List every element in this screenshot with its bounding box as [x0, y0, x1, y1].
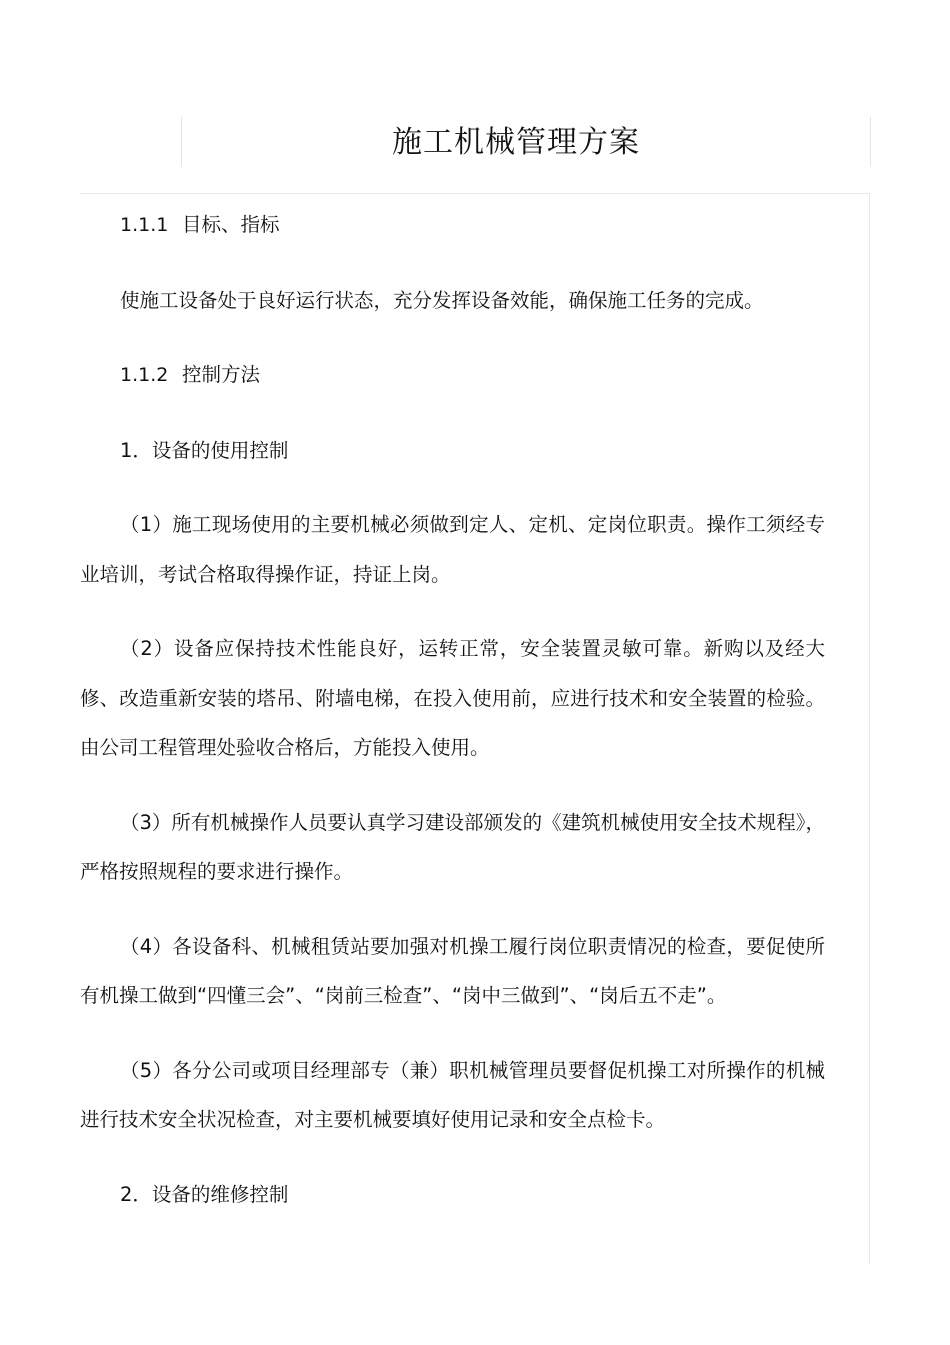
- section-number: 1.1.2: [120, 364, 169, 386]
- paragraph-item-2: （2）设备应保持技术性能良好，运转正常，安全装置灵敏可靠。新购以及经大修、改造重新安装的塔吊、附墙电梯，在投入使用前，应进行技术和安全装置的检验。由公司工程管理处验收合格后，方能投入使用。: [80, 637, 825, 759]
- paragraph-item-3: （3）所有机械操作人员要认真学习建设部颁发的《建筑机械使用安全技术规程》，严格按照规程的要求进行操作。: [80, 810, 825, 883]
- section-heading-1-1-1: [80, 200, 825, 251]
- document-body: [80, 200, 825, 1244]
- section-heading-1-1-2: [80, 350, 825, 401]
- paragraph-item-5: （5）各分公司或项目经理部专（兼）职机械管理员要督促机操工对所操作的机械进行技术安全状况检查，对主要机械要填好使用记录和安全点检卡。: [80, 1058, 825, 1131]
- document-title: 施工机械管理方案: [392, 125, 640, 160]
- subheading-maintenance-control: 2．设备的维修控制: [120, 1182, 289, 1206]
- section-number: 1.1.1: [120, 214, 169, 236]
- paragraph-item-4: （4）各设备科、机械租赁站要加强对机操工履行岗位职责情况的检查，要促使所有机操工做到“四懂三会”、“岗前三检查”、“岗中三做到”、“岗后五不走”。: [80, 934, 825, 1007]
- subheading-usage-control: 1．设备的使用控制: [120, 438, 289, 462]
- section-title: 控制方法: [182, 363, 261, 386]
- paragraph-item-1: （1）施工现场使用的主要机械必须做到定人、定机、定岗位职责。操作工须经专业培训，考试合格取得操作证，持证上岗。: [80, 513, 825, 586]
- paragraph-goal: 使施工设备处于良好运行状态，充分发挥设备效能，确保施工任务的完成。: [120, 288, 764, 312]
- section-title: 目标、指标: [182, 213, 280, 236]
